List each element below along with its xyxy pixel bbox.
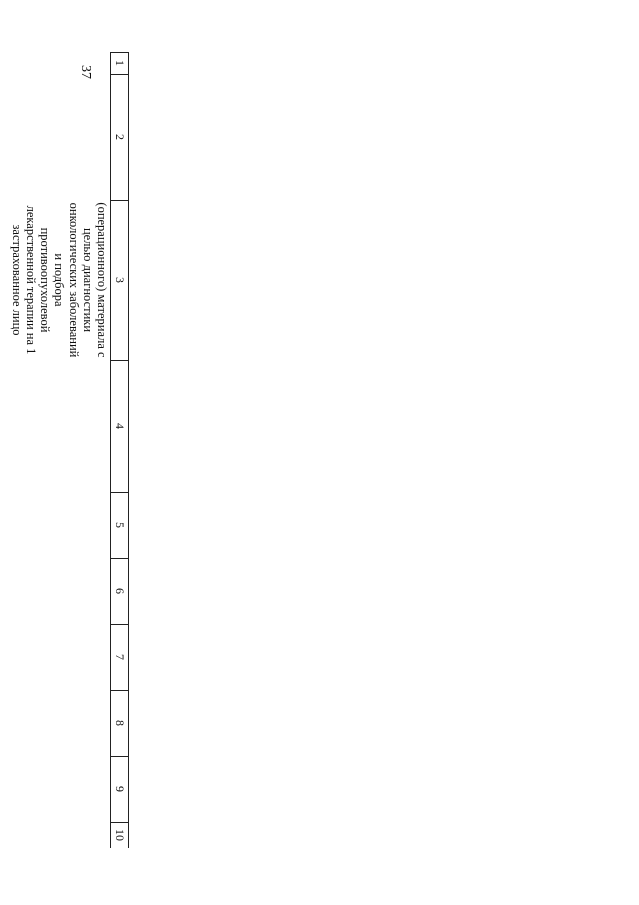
column-number-5: 5 (113, 522, 127, 528)
column-number-7: 7 (113, 654, 127, 660)
column-number-10: 10 (113, 829, 127, 841)
column-number-8: 8 (113, 720, 127, 726)
column-number-9: 9 (113, 786, 127, 792)
data-table (0, 52, 129, 848)
column-number-3: 3 (113, 277, 127, 283)
column-number-1: 1 (113, 60, 127, 66)
rotated-table-container (0, 52, 129, 848)
column-number-4: 4 (113, 423, 127, 429)
table-row-indicator: (операционного) материала с целью диагностики онкологических заболеваний и подбора противоопухолевой лекарственной терапии на 1 застрахованное лицо (9, 202, 109, 358)
column-number-6: 6 (113, 588, 127, 594)
page-number: 37 (78, 65, 93, 79)
column-number-2: 2 (113, 134, 127, 140)
